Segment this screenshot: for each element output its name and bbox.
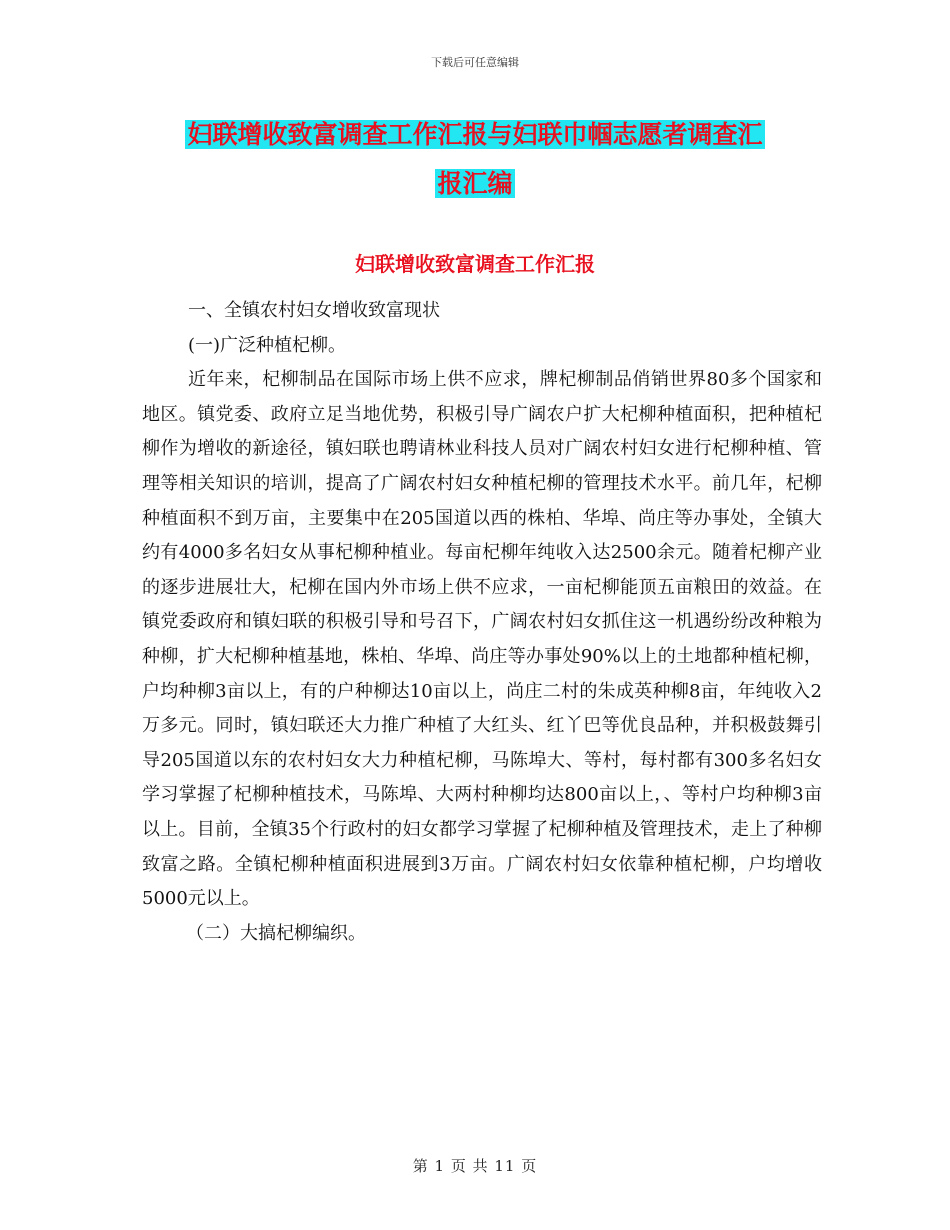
heading-level1: 一、全镇农村妇女增收致富现状 xyxy=(188,300,440,321)
subheading-1: (一)广泛种植杞柳。 xyxy=(188,334,347,356)
document-body xyxy=(142,294,822,951)
document-title-line2: 报汇编 xyxy=(437,169,513,198)
section-title: 妇联增收致富调查工作汇报 xyxy=(355,252,595,276)
subheading-2: （二）大搞杞柳编织。 xyxy=(186,922,366,944)
document-title-line1: 妇联增收致富调查工作汇报与妇联巾帼志愿者调查汇 xyxy=(187,120,763,149)
document-title xyxy=(0,110,950,208)
page-header-note: 下载后可任意编辑 xyxy=(431,56,519,69)
paragraph-1: 近年来，杞柳制品在国际市场上供不应求，牌杞柳制品俏销世界80多个国家和地区。镇党委、政府立足当地优势，积极引导广阔农户扩大杞柳种植面积，把种植杞柳作为增收的新途径，镇妇联也聘请林业科技人员对广阔农村妇女进行杞柳种植、管理等相关知识的培训，提高了广阔农村妇女种植杞柳的管理技术水平。前几年，杞柳种植面积不到万亩，主要集中在205国道以西的株柏、华埠、尚庄等办事处，全镇大约有4000多名妇女从事杞柳种植业。每亩杞柳年纯收入达2500余元。随着杞柳产业的逐步进展壮大，杞柳在国内外市场上供不应求，一亩杞柳能顶五亩粮田的效益。在镇党委政府和镇妇联的积极引导和号召下，广阔农村妇女抓住这一机遇纷纷改种粮为种柳，扩大杞柳种植基地，株柏、华埠、尚庄等办事处90%以上的土地都种植杞柳，户均种柳3亩以上，有的户种柳达10亩以上，尚庄二村的朱成英种柳8亩，年纯收入2万多元。同时，镇妇联还大力推广种植了大红头、红丫巴等优良品种，并积极鼓舞引导205国道以东的农村妇女大力种植杞柳，马陈埠大、等村，每村都有300多名妇女学习掌握了杞柳种植技术，马陈埠、大两村种柳均达800亩以上，、等村户均种柳3亩以上。目前，全镇35个行政村的妇女都学习掌握了杞柳种植及管理技术，走上了种柳致富之路。全镇杞柳种植面积进展到3万亩。广阔农村妇女依靠种植杞柳，户均增收5000元以上。 xyxy=(142,369,822,910)
page-footer-indicator: 第 1 页 共 11 页 xyxy=(412,1157,538,1175)
